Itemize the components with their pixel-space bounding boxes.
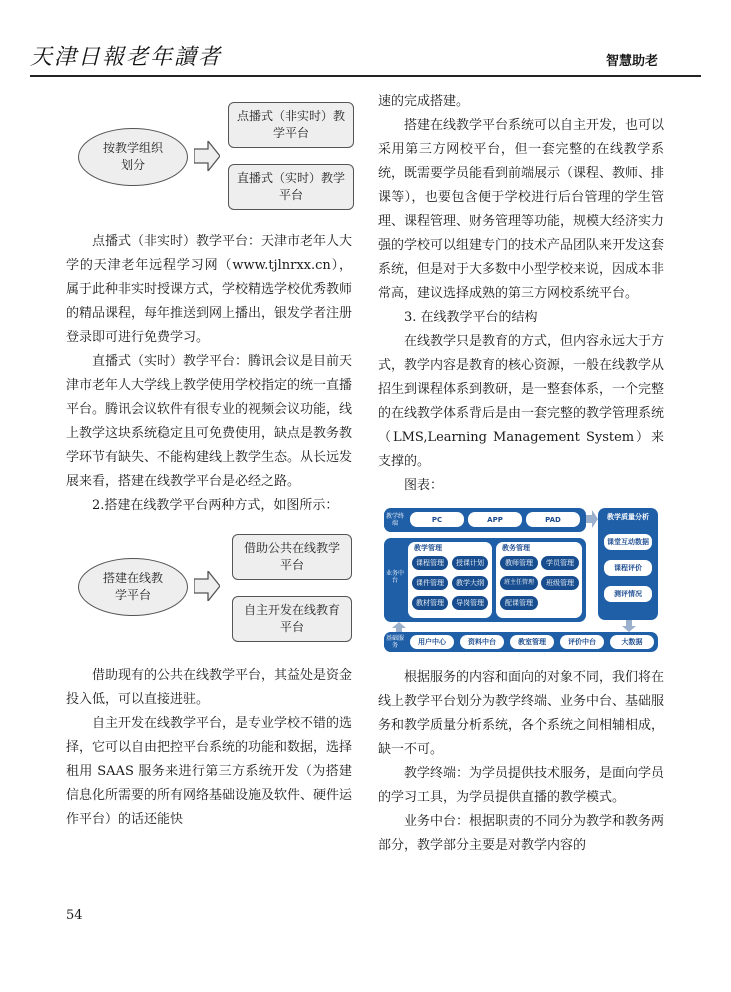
- masthead-logo: 天津日報老年讀者: [30, 45, 223, 70]
- paragraph: 点播式（非实时）教学平台：天津市老年人大学的天津老年远程学习网（www.tjlnrxx.cn），属于此种非实时授课方式，学校精选学校优秀教师的精品课程，每年推送到网上播出，银发学者注册登录即可进行免费学习。: [66, 234, 353, 345]
- terminal-item: PC: [410, 512, 464, 527]
- base-label: 基础服务: [384, 632, 406, 652]
- quality-title: 教学质量分析: [607, 513, 649, 521]
- diagram-build-methods: [66, 518, 352, 664]
- teaching-title: 教学管理: [414, 544, 442, 552]
- paragraph: 借助现有的公共在线教学平台，其益处是资金投入低，可以直接进驻。: [66, 668, 353, 707]
- diagram-target-top-label: 点播式（非实时）教学平台: [236, 109, 345, 140]
- teaching-item: 教材管理: [412, 596, 448, 610]
- terminal-item: PAD: [526, 512, 580, 527]
- affairs-item: 教师管理: [500, 556, 538, 570]
- terminal-label: 教学终端: [384, 508, 406, 532]
- diagram-target-bottom-label: 直播式（实时）教学平台: [236, 171, 345, 202]
- arrow-right-icon: [194, 571, 220, 601]
- paragraph: 自主开发在线教学平台，是专业学校不错的选择，它可以自由把控平台系统的功能和数据，选择租用 SAAS 服务来进行第三方系统开发（为搭建信息化所需要的所有网络基础设施及软件、硬件运作平台）的话还能快: [66, 716, 353, 827]
- business-label: 业务中台: [384, 562, 406, 592]
- paragraph: 搭建在线教学平台系统可以自主开发，也可以采用第三方网校平台，但一套完整的在线教学系统，既需要学员能看到前端展示（课程、教师、排课等），也要包含便于学校进行后台管理的学生管理、课程管理、财务管理等功能，规模大经济实力强的学校可以组建专门的技术产品团队来开发这套系统，但是对于大多数中小型学校来说，因成本非常高，建议选择成熟的第三方网校系统平台。: [378, 118, 665, 301]
- terminal-item: APP: [468, 512, 522, 527]
- arrow-up-icon: [392, 622, 406, 632]
- diagram-source-label: 按教学组织划分: [103, 141, 164, 172]
- diagram-target-bottom: [232, 596, 352, 642]
- teaching-item: 授课计划: [452, 556, 488, 570]
- base-item: 资料中台: [460, 635, 504, 649]
- base-item: 评价中台: [560, 635, 604, 649]
- paragraph: 根据服务的内容和面向的对象不同，我们将在线上教学平台划分为教学终端、业务中台、基础服务和教学质量分析系统，各个系统之间相辅相成，缺一不可。: [378, 670, 665, 757]
- quality-item: 课堂互动数据: [604, 534, 652, 550]
- teaching-item: 课件管理: [412, 576, 448, 590]
- diagram-target-top-label: 借助公共在线教学平台: [244, 541, 341, 572]
- quality-item: 测评情况: [604, 586, 652, 602]
- diagram-source-label: 搭建在线教学平台: [102, 571, 163, 602]
- paragraph: 教学终端：为学员提供技术服务，是面向学员的学习工具，为学员提供直播的教学模式。: [378, 766, 665, 805]
- diagram-target-top: [228, 102, 354, 148]
- platform-architecture-diagram: [378, 504, 664, 652]
- paragraph: 速的完成搭建。: [378, 94, 470, 109]
- paragraph: 在线教学只是教育的方式，但内容永远大于方式，教学内容是教育的核心资源，一般在线教学从招生到课程体系到教研，是一整套体系，一个完整的在线教学体系背后是由一套完整的教学管理系统（LMS,Learning Management System）来支撑的。: [378, 334, 665, 469]
- affairs-title: 教务管理: [502, 544, 530, 552]
- arrow-right-icon: [586, 510, 598, 528]
- section-title: 智慧助老: [606, 54, 659, 69]
- diagram-target-top: [232, 534, 352, 580]
- quality-item: 课程评价: [604, 560, 652, 576]
- affairs-item: 班级管理: [541, 576, 579, 590]
- arrow-right-icon: [194, 141, 220, 171]
- teaching-item: 课程管理: [412, 556, 448, 570]
- subheading: 3. 在线教学平台的结构: [404, 310, 538, 325]
- affairs-item: 配课管理: [500, 596, 538, 610]
- figure-caption: 图表：: [404, 478, 444, 493]
- base-item: 大数据: [610, 635, 654, 649]
- paragraph: 直播式（实时）教学平台：腾讯会议是目前天津市老年人大学线上教学使用学校指定的统一直播平台。腾讯会议软件有很专业的视频会议功能，线上教学这块系统稳定且可免费使用，缺点是教务教学环节有缺失、不能构建线上教学生态。从长远发展来看，搭建在线教学平台是必经之路。: [66, 354, 353, 489]
- paragraph: 2.搭建在线教学平台两种方式，如图所示：: [92, 498, 339, 513]
- base-item: 教室管理: [510, 635, 554, 649]
- diagram-source-node: [78, 558, 188, 616]
- diagram-classification: [66, 90, 352, 230]
- affairs-item: 学员管理: [541, 556, 579, 570]
- page-number: 54: [66, 908, 83, 923]
- right-column: [378, 90, 664, 858]
- teaching-item: 教学大纲: [452, 576, 488, 590]
- diagram-source-node: [78, 128, 188, 186]
- affairs-item: 班主任管理: [500, 576, 538, 590]
- base-item: 用户中心: [410, 635, 454, 649]
- header-rule: [30, 75, 701, 77]
- diagram-target-bottom: [228, 164, 354, 210]
- teaching-item: 导岗管理: [452, 596, 488, 610]
- paragraph: 业务中台：根据职责的不同分为教学和教务两部分，教学部分主要是对教学内容的: [378, 814, 665, 853]
- left-column: [66, 90, 352, 832]
- diagram-target-bottom-label: 自主开发在线教育平台: [244, 603, 341, 634]
